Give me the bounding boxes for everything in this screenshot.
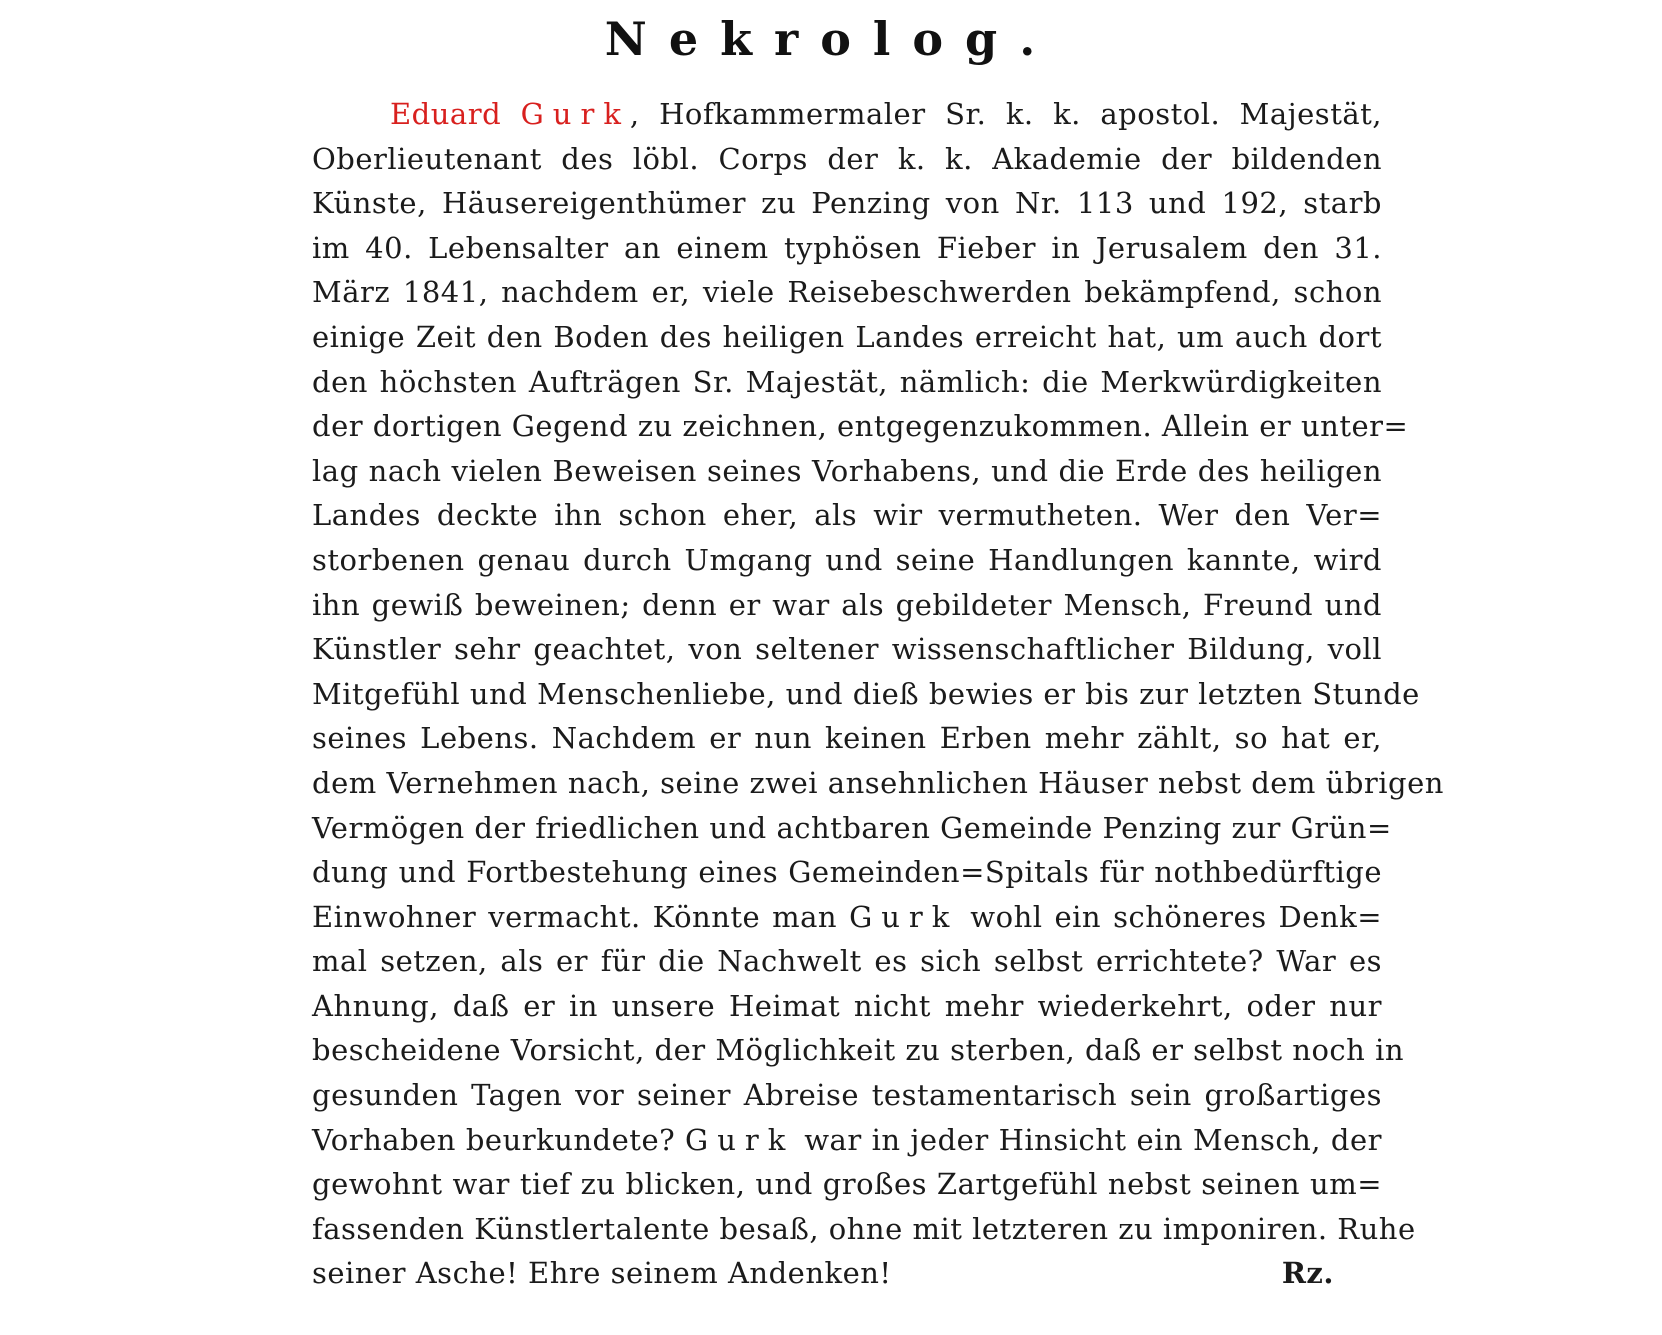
text-line: Ahnung, daß er in unsere Heimat nicht mehr wiederkehrt, oder nur bbox=[312, 988, 1382, 1023]
text-line: gesunden Tagen vor seiner Abreise testamentarisch sein großartiges bbox=[312, 1078, 1382, 1113]
text-line: bescheidene Vorsicht, der Möglichkeit zu sterben, daß er selbst noch in bbox=[312, 1033, 1405, 1068]
text-line: im 40. Lebensalter an einem typhösen Fieber in Jerusalem den 31. bbox=[312, 230, 1382, 265]
text-line: März 1841, nachdem er, viele Reisebeschwerden bekämpfend, schon bbox=[312, 275, 1382, 310]
text-line: Vermögen der friedlichen und achtbaren Gemeinde Penzing zur Grün= bbox=[312, 810, 1392, 845]
gurk2-line-before: Vorhaben beurkundete? bbox=[312, 1122, 686, 1157]
gurk-line-before: Einwohner vermacht. Könnte man bbox=[312, 899, 850, 934]
gurk-name: Gurk bbox=[849, 899, 959, 934]
text-line-last bbox=[312, 1251, 1382, 1296]
text-line-1 bbox=[312, 92, 1382, 137]
text-line: dem Vernehmen nach, seine zwei ansehnlichen Häuser nebst dem übrigen bbox=[312, 765, 1444, 800]
closing-text: seiner Asche! Ehre seinem Andenken! bbox=[312, 1256, 892, 1291]
gurk2-name: Gurk bbox=[685, 1122, 795, 1157]
text-line: seines Lebens. Nachdem er nun keinen Erben mehr zählt, so hat er, bbox=[312, 721, 1382, 756]
text-line: gewohnt war tief zu blicken, und großes Zartgefühl nebst seinen um= bbox=[312, 1167, 1382, 1202]
text-line: ihn gewiß beweinen; denn er war als gebildeter Mensch, Freund und bbox=[312, 587, 1382, 622]
text-line-gurk bbox=[312, 895, 1382, 940]
page-title: Nekrolog. bbox=[604, 12, 1058, 66]
text-line: lag nach vielen Beweisen seines Vorhabens, und die Erde des heiligen bbox=[312, 453, 1382, 488]
text-line-gurk-2 bbox=[312, 1118, 1382, 1163]
gurk-line-after: wohl ein schöneres Denk= bbox=[958, 899, 1382, 934]
text-line: einige Zeit den Boden des heiligen Landes erreicht hat, um auch dort bbox=[312, 319, 1382, 354]
text-line: storbenen genau durch Umgang und seine Handlungen kannte, wird bbox=[312, 542, 1382, 577]
text-line: fassenden Künstlertalente besaß, ohne mit letzteren zu imponiren. Ruhe bbox=[312, 1211, 1416, 1246]
first-line-rest: , Hofkammermaler Sr. k. k. apostol. Majestät, bbox=[629, 97, 1383, 131]
obituary-text bbox=[312, 92, 1444, 1296]
person-first-name: Eduard bbox=[390, 97, 502, 131]
text-line: dung und Fortbestehung eines Gemeinden=Spitals für nothbedürftige bbox=[312, 855, 1382, 890]
text-line: Mitgefühl und Menschenliebe, und dieß bewies er bis zur letzten Stunde bbox=[312, 676, 1420, 711]
text-line: mal setzen, als er für die Nachwelt es sich selbst errichtete? War es bbox=[312, 944, 1382, 979]
text-line: der dortigen Gegend zu zeichnen, entgegenzukommen. Allein er unter= bbox=[312, 409, 1409, 444]
author-signature: Rz. bbox=[1281, 1256, 1334, 1291]
person-last-name: Gurk bbox=[520, 97, 630, 131]
text-line: Künste, Häusereigenthümer zu Penzing von Nr. 113 und 192, starb bbox=[312, 186, 1382, 221]
gurk2-line-after: war in jeder Hinsicht ein Mensch, der bbox=[794, 1122, 1382, 1157]
text-line: Oberlieutenant des löbl. Corps der k. k. Akademie der bildenden bbox=[312, 141, 1382, 176]
text-line: Künstler sehr geachtet, von seltener wissenschaftlicher Bildung, voll bbox=[312, 632, 1382, 667]
text-line: Landes deckte ihn schon eher, als wir vermutheten. Wer den Ver= bbox=[312, 498, 1382, 533]
text-line: den höchsten Aufträgen Sr. Majestät, nämlich: die Merkwürdigkeiten bbox=[312, 364, 1382, 399]
